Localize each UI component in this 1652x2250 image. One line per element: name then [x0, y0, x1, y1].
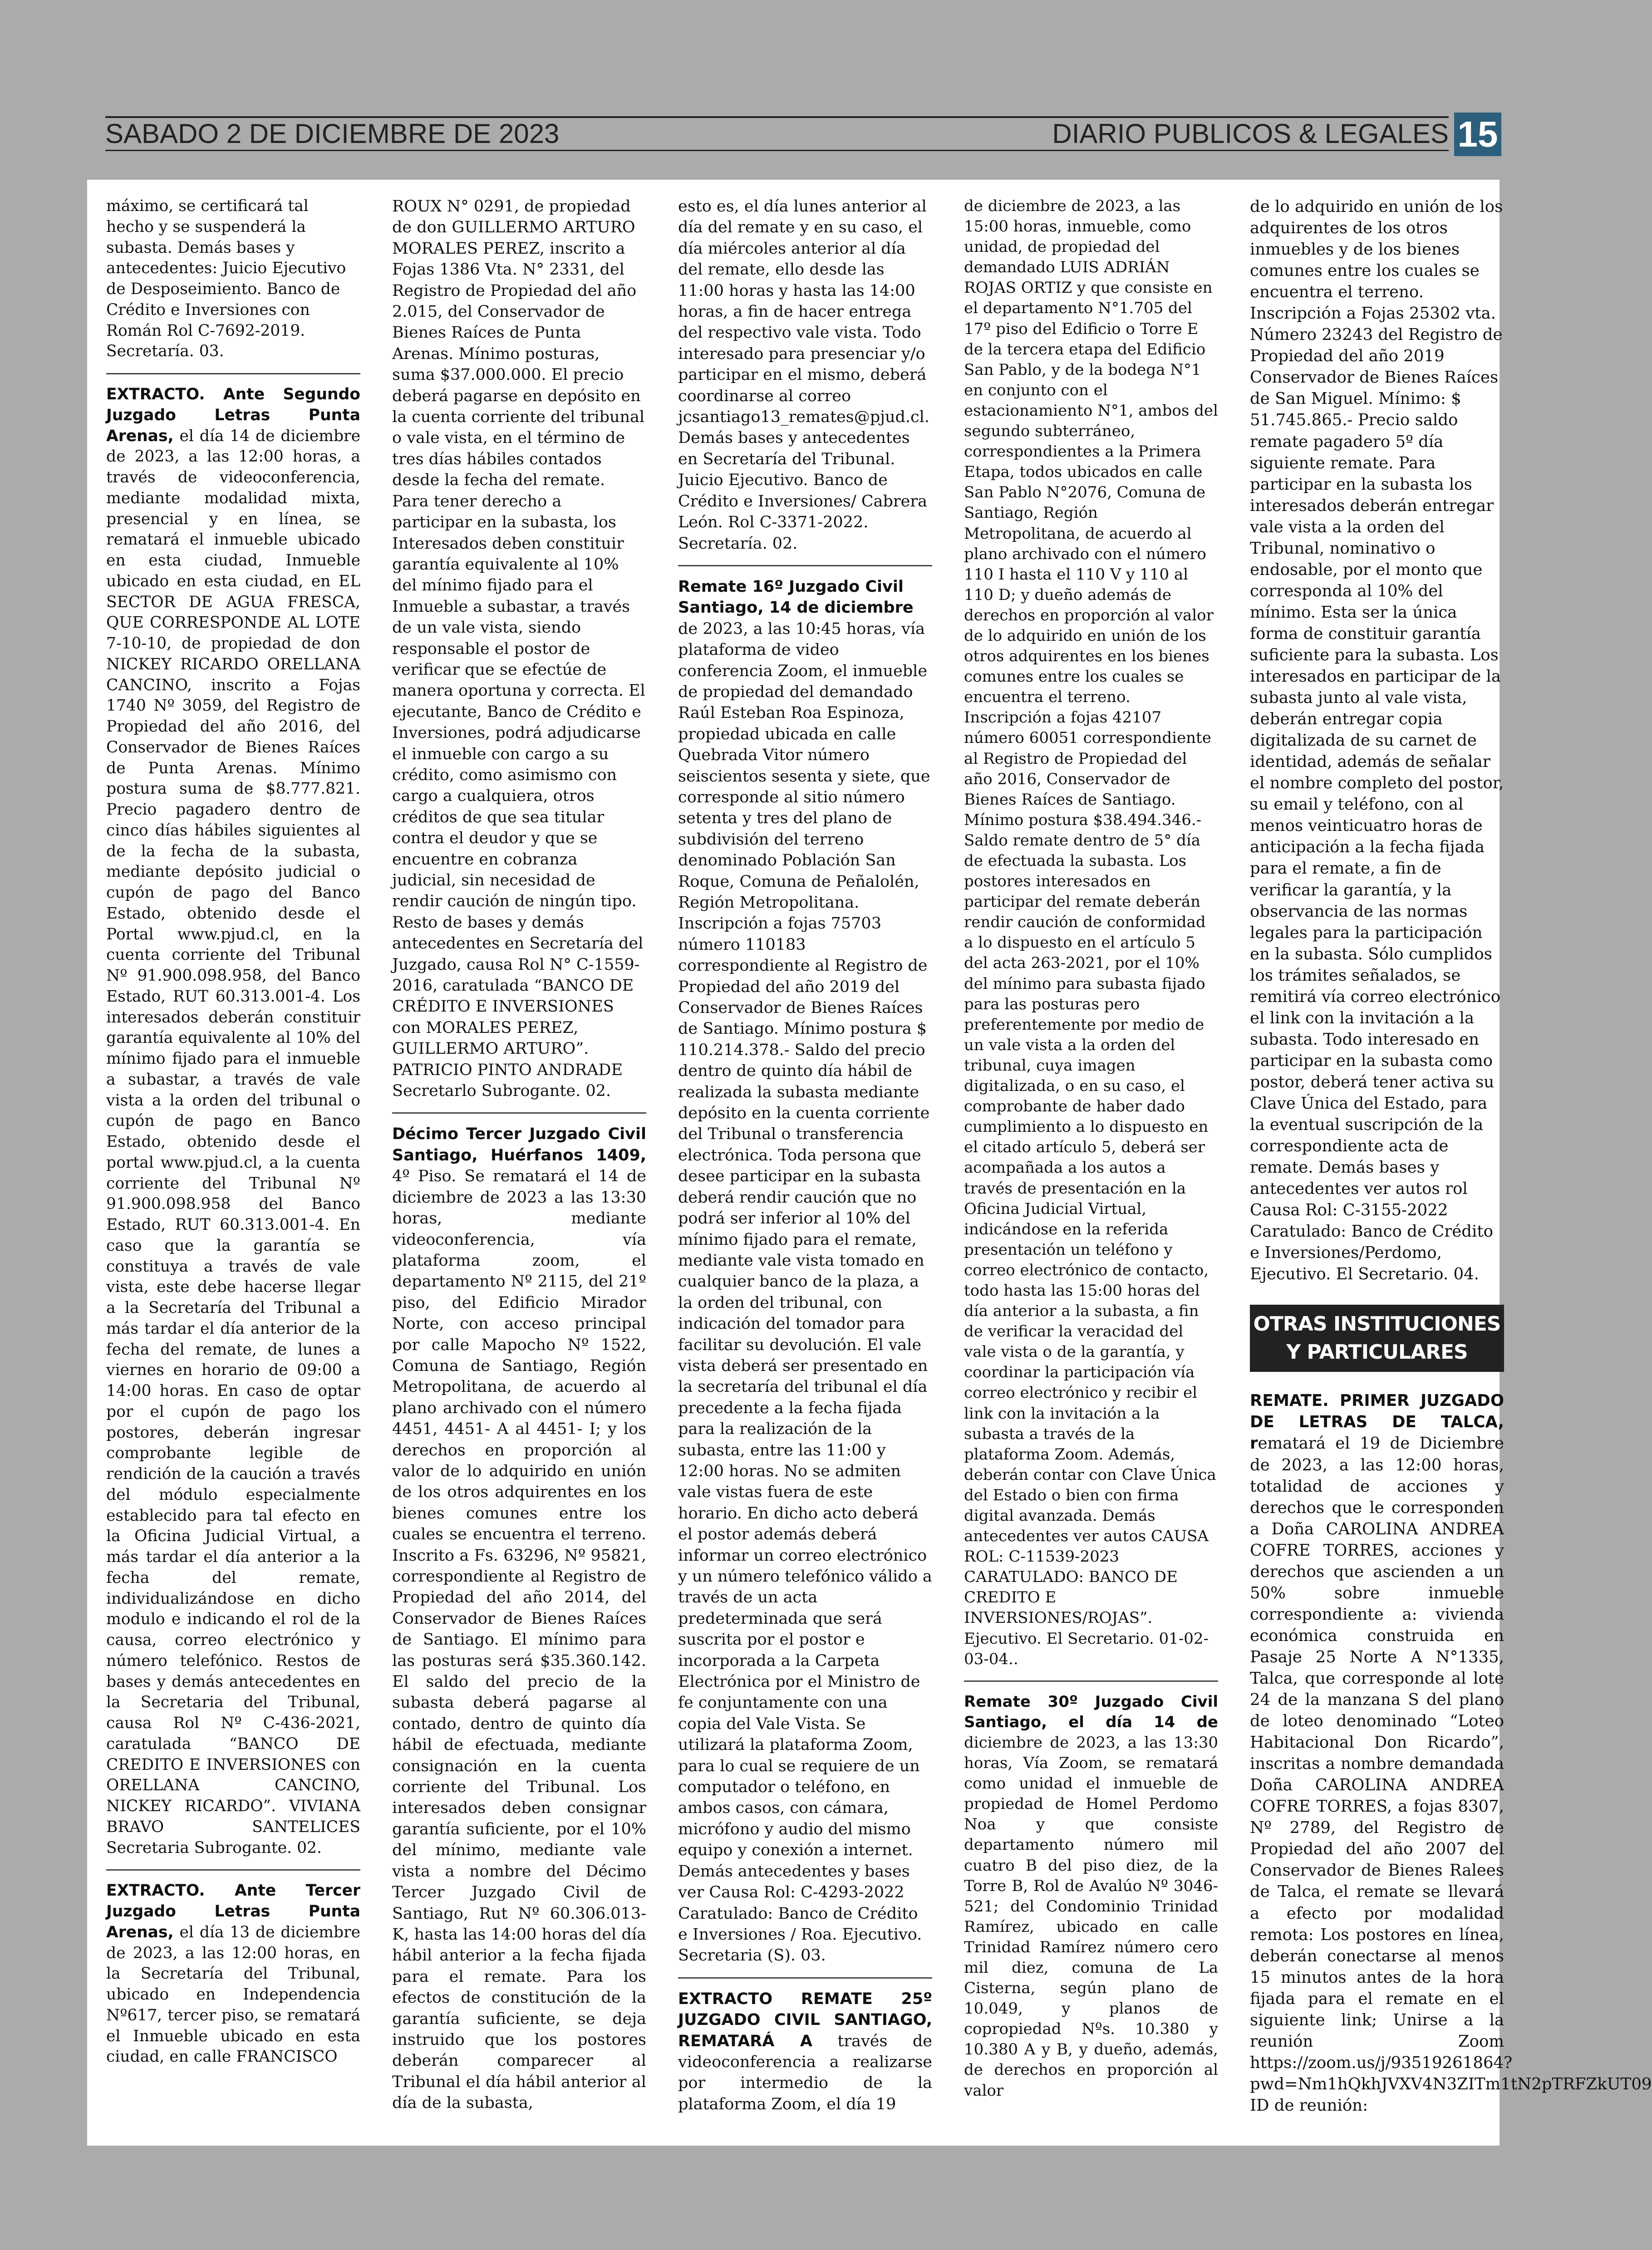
notice-heading: Remate 30º Juzgado Civil Santiago, el día 14 de: [964, 1692, 1218, 1731]
page-body: [87, 180, 1652, 2146]
notice-heading: EXTRACTO. Ante Segundo Juzgado Letras Punta Arenas,: [106, 385, 360, 445]
notice-text: el día 13 de diciembre de 2023, a las 12:00 horas, en la Secretaría del Tribunal, ubicado en Independencia Nº617, tercer piso, se rematará el Inmueble ubicado en esta ciudad, en calle FRANCISCO: [106, 1923, 360, 2066]
section-banner: [1250, 1305, 1504, 1372]
notice-heading: REMATE. PRIMER JUZGADO DE LETRAS DE TALCA, r: [1250, 1391, 1504, 1453]
notice: [678, 576, 932, 1966]
notice-text: ematará el 19 de Diciembre de 2023, a las 12:00 horas, totalidad de acciones y derechos que le corresponden a Doña CAROLINA ANDREA COFRE TORRES, acciones y derechos que ascienden a un 50% sobre inmueble correspondiente a: vivienda económica construida en Pasaje 25 Norte A N°1335, Talca, que corresponde al lote 24 de la manzana S del plano de loteo denominado “Loteo Habitacional Don Ricardo”, inscritas a nombre demandada Doña CAROLINA ANDREA COFRE TORRES, a fojas 8307, Nº 2789, del Registro de Propiedad del año 2007 del Conservador de Bienes Ralees de Talca, el remate se llevará a efecto por modalidad remota: Los postores en línea, deberán conectarse al menos 15 minutos antes de la hora fijada para el remate en el siguiente link; Unirse a la reunión Zoom https://zoom.us/j/93519261864?pwd=Nm1hQkhJVXV4N3ZITm1tN2pTRFZkUT09 ID de reunión:: [1250, 1434, 1652, 2115]
notice-divider: [678, 565, 932, 566]
notice-heading: Remate 16º Juzgado Civil Santiago, 14 de diciembre: [678, 577, 914, 617]
notice-text: diciembre de 2023, a las 13:30 horas, Vía Zoom, se rematará como unidad el inmueble de propiedad de Homel Perdomo Noa y que consiste departamento número mil cuatro B del piso diez, de la Torre B, Rol de Avalúo Nº 3046-521; del Condominio Trinidad Ramírez, ubicado en calle Trinidad Ramírez número cero mil diez, comuna de La Cisterna, según plano de 10.049, y planos de copropiedad Nºs. 10.380 y 10.380 A y B, y dueño, además, de derechos en proporción al valor: [964, 1733, 1218, 2100]
notice-divider: [392, 1112, 646, 1114]
notice-divider: [106, 373, 360, 374]
notice-heading: EXTRACTO. Ante Tercer Juzgado Letras Punta Arenas,: [106, 1882, 360, 1941]
column-2: [392, 196, 646, 2114]
notice: [106, 384, 360, 1858]
notice-text: de diciembre de 2023, a las 15:00 horas, inmueble, como unidad, de propiedad del demandado LUIS ADRIÁN ROJAS ORTIZ y que consiste en el departamento N°1.705 del 17º piso del Edificio o Torre E de la tercera etapa del Edificio San Pablo, y de la bodega N°1 en conjunto con el estacionamiento N°1, ambos del segundo subterráneo, correspondientes a la Primera Etapa, todos ubicados en calle San Pablo N°2076, Comuna de Santiago, Región Metropolitana, de acuerdo al plano archivado con el número 110 I hasta el 110 V y 110 al 110 D; y dueño además de derechos en proporción al valor de lo adquirido en unión de los otros adquirentes en los bienes comunes entre los cuales se encuentra el terreno. Inscripción a fojas 42107 número 60051 correspondiente al Registro de Propiedad del año 2016, Conservador de Bienes Raíces de Santiago. Mínimo postura $38.494.346.- Saldo remate dentro de 5° día de efectuada la subasta. Los postores interesados en participar del remate deberán rendir caución de conformidad a lo dispuesto en el artículo 5 del acta 263-2021, por el 10% del mínimo para subasta fijado para las posturas pero preferentemente por medio de un vale vista a la orden del tribunal, cuya imagen digitalizada, o en su caso, el comprobante de haber dado cumplimiento a lo dispuesto en el citado artículo 5, deberá ser acompañada a los autos a través de presentación en la Oficina Judicial Virtual, indicándose en la referida presentación un teléfono y correo electrónico de contacto, todo hasta las 15:00 horas del día anterior a la subasta, a fin de verificar la veracidad del vale vista o de la garantía, y coordinar la participación vía correo electrónico y recibir el link con la invitación a la subasta a través de la plataforma Zoom. Además, deberán contar con Clave Única del Estado o bien con firma digital avanzada. Demás antecedentes ver autos CAUSA ROL: C-11539-2023 CARATULADO: BANCO DE CREDITO E INVERSIONES/ROJAS”. Ejecutivo. El Secretario. 01-02-03-04..: [964, 197, 1218, 1668]
notice-text: de 2023, a las 10:45 horas, vía plataforma de video conferencia Zoom, el inmueble de propiedad del demandado Raúl Esteban Roa Espinoza, propiedad ubicada en calle Quebrada Vitor número seiscientos sesenta y siete, que corresponde al sitio número setenta y tres del plano de subdivisión del terreno denominado Población San Roque, Comuna de Peñalolén, Región Metropolitana. Inscripción a fojas 75703 número 110183 correspondiente al Registro de Propiedad del año 2019 del Conservador de Bienes Raíces de Santiago. Mínimo postura $ 110.214.378.- Saldo del precio dentro de quinto día hábil de realizada la subasta mediante depósito en la cuenta corriente del Tribunal o transferencia electrónica. Toda persona que desee participar en la subasta deberá rendir caución que no podrá ser inferior al 10% del mínimo fijado para el remate, mediante vale vista tomado en cualquier banco de la plaza, a la orden del tribunal, con indicación del tomador para facilitar su devolución. El vale vista deberá ser presentado en la secretaría del tribunal el día precedente a la fecha fijada para la realización de la subasta, entre las 11:00 y 12:00 horas. No se admiten vale vistas fuera de este horario. En dicho acto deberá el postor además deberá informar un correo electrónico y un número telefónico válido a través de un acta predeterminada que será suscrita por el postor e incorporada a la Carpeta Electrónica por el Ministro de fe conjuntamente con una copia del Vale Vista. Se utilizará la plataforma Zoom, para lo cual se requiere de un computador o teléfono, en ambos casos, con cámara, micrófono y audio del mismo equipo y conexión a internet. Demás antecedentes y bases ver Causa Rol: C-4293-2022 Caratulado: Banco de Crédito e Inversiones / Roa. Ejecutivo. Secretaria (S). 03.: [678, 619, 932, 1965]
notice-heading: EXTRACTO REMATE 25º JUZGADO CIVIL SANTIAGO, REMATARÁ A: [678, 1990, 932, 2050]
column-5: [1250, 196, 1652, 2116]
section-banner-line: OTRAS INSTITUCIONES: [1253, 1312, 1501, 1336]
notice-text: máximo, se certificará tal hecho y se suspenderá la subasta. Demás bases y antecedentes: Juicio Ejecutivo de Desposeimiento. Banco de Crédito e Inversiones con Román Rol C-7692-2019. Secretaría. 03.: [106, 197, 346, 361]
header-date: SABADO 2 DE DICIEMBRE DE 2023: [105, 118, 560, 149]
page-header: [105, 113, 1501, 156]
header-bottom-rule: [105, 150, 1449, 151]
notice-text: el día 14 de diciembre de 2023, a las 12:00 horas, a través de videoconferencia, mediante modalidad mixta, presencial y en línea, se rematará el inmueble ubicado en esta ciudad, Inmueble ubicado en esta ciudad, en EL SECTOR DE AGUA FRESCA, QUE CORRESPONDE AL LOTE 7-10-10, de propiedad de don NICKEY RICARDO ORELLANA CANCINO, inscrito a Fojas 1740 Nº 3059, del Registro de Propiedad del año 2016, del Conservador de Bienes Raíces de Punta Arenas. Mínimo postura suma de $8.777.821. Precio pagadero dentro de cinco días hábiles siguientes al de la fecha de la subasta, mediante depósito judicial o cupón de pago del Banco Estado, obtenido desde el Portal www.pjud.cl, en la cuenta corriente del Tribunal Nº 91.900.098.958, del Banco Estado, RUT 60.313.001-4. Los interesados deberán constituir garantía equivalente al 10% del mínimo fijado para el inmueble a subastar, a través de vale vista a la orden del tribunal o cupón de pago en Banco Estado, obtenido desde el portal www.pjud.cl, a la cuenta corriente del Tribunal Nº 91.900.098.958 del Banco Estado, RUT 60.313.001-4. En caso que la garantía se constituya a través de vale vista, este debe hacerse llegar a la Secretaría del Tribunal a más tardar el día anterior de la fecha del remate, de lunes a viernes en horario de 09:00 a 14:00 horas. En caso de optar por el cupón de pago los postores, deberán ingresar comprobante legible de rendición de la caución a través del módulo especialmente establecido para tal efecto en la Oficina Judicial Virtual, a más tardar el día anterior a la fecha del remate, individualizándose en dicho modulo e indicando el rol de la causa, correo electrónico y número telefónico. Restos de bases y demás antecedentes en la Secretaria del Tribunal, causa Rol Nº C-436-2021, caratulada “BANCO DE CREDITO E INVERSIONES con ORELLANA CANCINO, NICKEY RICARDO”. VIVIANA BRAVO SANTELICES Secretaria Subrogante. 02.: [106, 427, 360, 1857]
notice-divider: [964, 1680, 1218, 1682]
notice-text: de lo adquirido en unión de los adquirentes de los otros inmuebles y de los bienes comunes entre los cuales se encuentra el terreno. Inscripción a Fojas 25302 vta. Número 23243 del Registro de Propiedad del año 2019 Conservador de Bienes Raíces de San Miguel. Mínimo: $ 51.745.865.- Precio saldo remate pagadero 5º día siguiente remate. Para participar en la subasta los interesados deberán entregar vale vista a la orden del Tribunal, nominativo o endosable, por el monto que corresponda al 10% del mínimo. Esta ser la única forma de constituir garantía suficiente para la subasta. Los interesados en participar de la subasta junto al vale vista, deberán entregar copia digitalizada de su carnet de identidad, además de señalar el nombre completo del postor, su email y teléfono, con al menos veinticuatro horas de anticipación a la fecha fijada para el remate, a fin de verificar la garantía, y la observancia de las normas legales para la participación en la subasta. Sólo cumplidos los trámites señalados, se remitirá vía correo electrónico el link con la invitación a la subasta. Todo interesado en participar en la subasta como postor, deberá tener activa su Clave Única del Estado, para la eventual suscripción de la correspondiente acta de remate. Demás bases y antecedentes ver autos rol Causa Rol: C-3155-2022 Caratulado: Banco de Crédito e Inversiones/Perdomo, Ejecutivo. El Secretario. 04.: [1250, 197, 1504, 1284]
section-banner-line: Y PARTICULARES: [1286, 1341, 1468, 1364]
column-1: [106, 196, 360, 2068]
column-3: [678, 196, 932, 2115]
notice-text: ROUX N° 0291, de propiedad de don GUILLERMO ARTURO MORALES PEREZ, inscrito a Fojas 1386 Vta. N° 2331, del Registro de Propiedad del año 2.015, del Conservador de Bienes Raíces de Punta Arenas. Mínimo posturas, suma $37.000.000. El precio deberá pagarse en depósito en la cuenta corriente del tribunal o vale vista, en el término de tres días hábiles contados desde la fecha del remate. Para tener derecho a participar en la subasta, los Interesados deben constituir garantía equivalente al 10% del mínimo fijado para el Inmueble a subastar, a través de un vale vista, siendo responsable el postor de verificar que se efectúe de manera oportuna y correcta. El ejecutante, Banco de Crédito e Inversiones, podrá adjudicarse el inmueble con cargo a su crédito, como asimismo con cargo a cualquiera, otros créditos de que sea titular contra el deudor y que se encuentre en cobranza judicial, sin necesidad de rendir caución de ningún tipo. Resto de bases y demás antecedentes en Secretaría del Juzgado, causa Rol N° C-1559-2016, caratulada “BANCO DE CRÉDITO E INVERSIONES con MORALES PEREZ, GUILLERMO ARTURO”. PATRICIO PINTO ANDRADE Secretarlo Subrogante. 02.: [392, 197, 645, 1100]
notice: [964, 1692, 1218, 2101]
notice-text: esto es, el día lunes anterior al día del remate y en su caso, el día miércoles anterior al día del remate, ello desde las 11:00 horas y hasta las 14:00 horas, a fin de hacer entrega del respectivo vale vista. Todo interesado para presenciar y/o participar en el mismo, deberá coordinarse al correo jcsantiago13_remates@pjud.cl. Demás bases y antecedentes en Secretaría del Tribunal. Juicio Ejecutivo. Banco de Crédito e Inversiones/ Cabrera León. Rol C-3371-2022. Secretaría. 02.: [678, 197, 929, 553]
column-4: [964, 196, 1218, 2101]
notice: [106, 1881, 360, 2068]
notice-divider: [106, 1869, 360, 1871]
notice: [1250, 1390, 1652, 2116]
notice-divider: [678, 1977, 932, 1979]
notice: [392, 1124, 646, 2113]
notice-text: través de videoconferencia a realizarse por intermedio de la plataforma Zoom, el día 19: [678, 2032, 932, 2113]
notice: [678, 1989, 932, 2115]
header-section-title: DIARIO PUBLICOS & LEGALES: [1052, 118, 1449, 149]
notice-heading: Décimo Tercer Juzgado Civil Santiago, Huérfanos 1409,: [392, 1125, 646, 1164]
page-number: 15: [1454, 113, 1501, 156]
notice-text: 4º Piso. Se rematará el 14 de diciembre de 2023 a las 13:30 horas, mediante videoconferencia, vía plataforma zoom, el departamento Nº 2115, del 21º piso, del Edificio Mirador Norte, con acceso principal por calle Mapocho Nº 1522, Comuna de Santiago, Región Metropolitana, de acuerdo al plano archivado con el número 4451, 4451- A al 4451- I; y los derechos en proporción al valor de lo adquirido en unión de los otros adquirentes en los bienes comunes entre los cuales se encuentra el terreno. Inscrito a Fs. 63296, Nº 95821, correspondiente al Registro de Propiedad del año 2014, del Conservador de Bienes Raíces de Santiago. El mínimo para las posturas será $35.360.142. El saldo del precio de la subasta deberá pagarse al contado, dentro de quinto día hábil de efectuada, mediante consignación en la cuenta corriente del Tribunal. Los interesados deben consignar garantía suficiente, por el 10% del mínimo, mediante vale vista a nombre del Décimo Tercer Juzgado Civil de Santiago, Rut Nº 60.306.013-K, hasta las 14:00 horas del día hábil anterior a la fecha fijada para el remate. Para los efectos de constitución de la garantía suficiente, se deja instruido que los postores deberán comparecer al Tribunal el día hábil anterior al día de la subasta,: [392, 1167, 646, 2112]
